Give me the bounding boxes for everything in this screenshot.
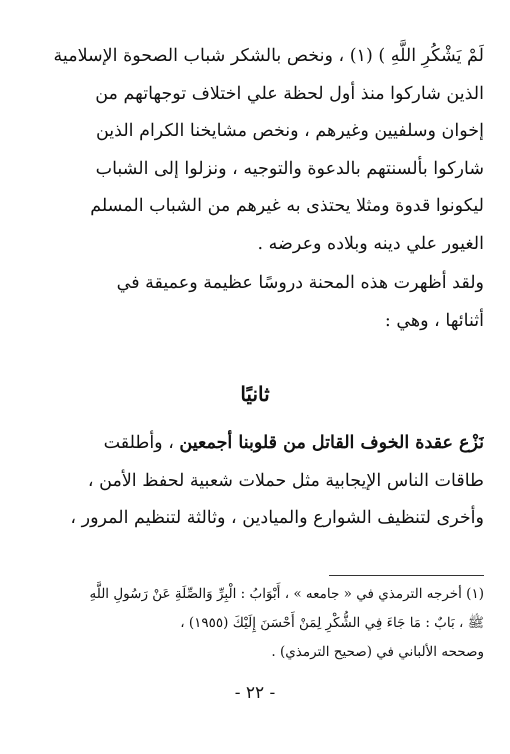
text-line: طاقات الناس الإيجابية مثل حملات شعبية لحفظ الأمن ، [87,470,484,491]
footnote-line: وصححه الألباني في (صحيح الترمذي) . [271,644,484,660]
bold-lead: نَزْع عقدة الخوف القاتل من قلوبنا أجمعين [179,433,484,453]
text-line: لَمْ يَشْكُرِ اللَّهِ ) (١) ، ونخص بالشكر شباب الصحوة الإسلامية [53,46,484,66]
page-number: - ٢٢ - [234,683,276,703]
lead-continuation: ، وأطلقت [103,433,180,453]
text-line: إخوان وسلفيين وغيرهم ، ونخص مشايخنا الكرام الذين [95,121,484,141]
footnote-line: (١) أخرجه الترمذي في « جامعه » ، أَبْوَابُ : الْبِرِّ وَالصِّلَةِ عَنْ رَسُولِ اللَّهِ [89,586,484,602]
footnote-separator [329,575,484,576]
section-heading: ثانيًا [240,382,270,406]
text-line: وأخرى لتنظيف الشوارع والميادين ، وثالثة لتنظيم المرور ، [70,508,484,528]
text-line [26,425,484,463]
text-line: أثنائها ، وهي : [384,310,484,331]
text-line: الذين شاركوا منذ أول لحظة علي اختلاف توجهاتهم من [95,83,484,104]
text-line: الغيور علي دينه وبلاده وعرضه . [257,233,484,254]
text-line: ليكونوا قدوة ومثلا يحتذى به غيرهم من الشباب المسلم [90,196,484,216]
main-text [26,38,484,340]
text-line: ولقد أظهرت هذه المحنة دروسًا عظيمة وعميقة في [116,273,484,293]
footnotes [26,580,484,667]
section-text [26,425,484,538]
text-line: شاركوا بألسنتهم بالدعوة والتوجيه ، ونزلوا إلى الشباب [95,158,484,179]
footnote-line: ﷺ ، بَابٌ : مَا جَاءَ فِي الشُّكْرِ لِمَنْ أَحْسَنَ إِلَيْكَ (١٩٥٥) ، [180,615,484,631]
